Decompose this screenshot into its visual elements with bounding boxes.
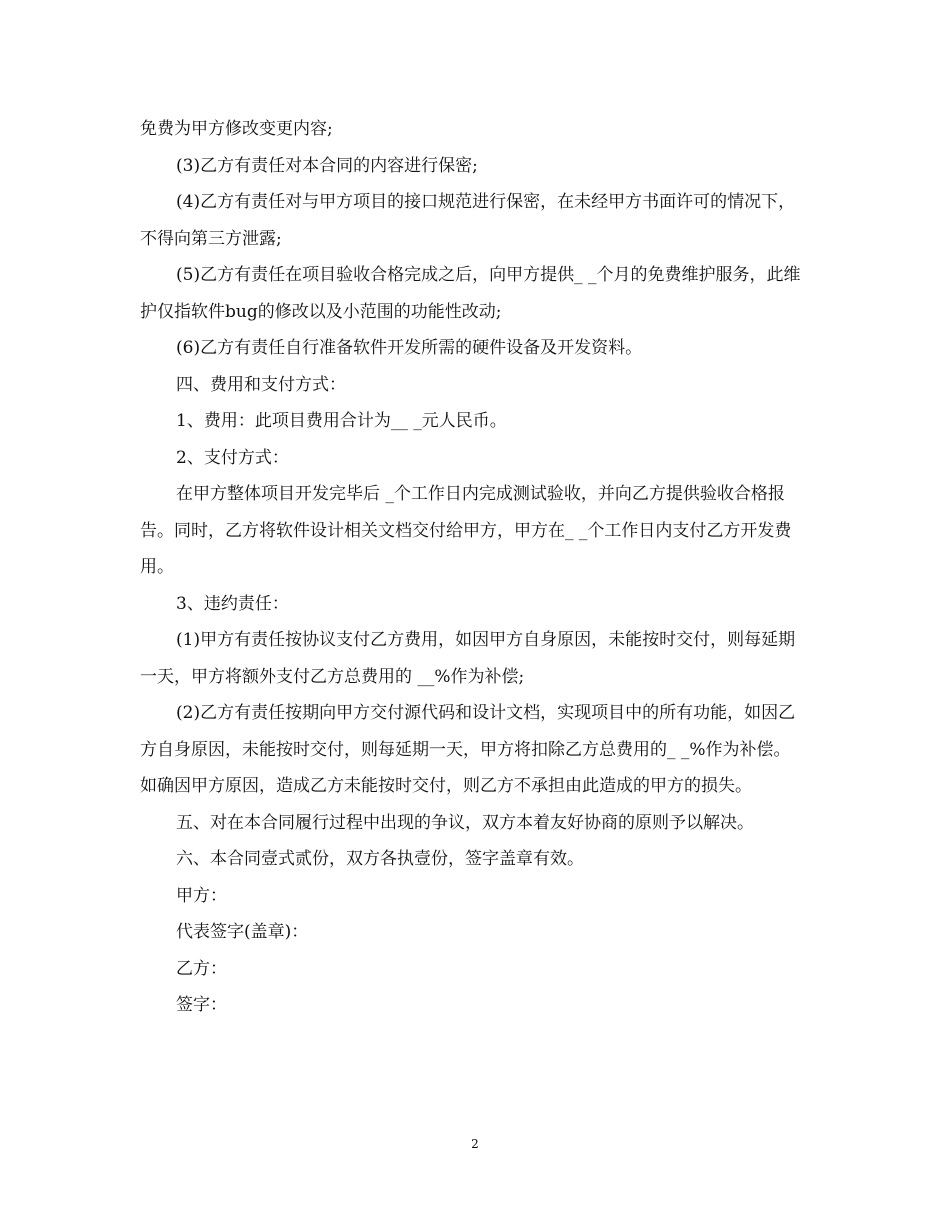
paragraph-payment-details: 在甲方整体项目开发完毕后 _个工作日内完成测试验收，并向乙方提供验收合格报告。同时，乙方将软件设计相关文档交付给甲方，甲方在_ _个工作日内支付乙方开发费用。 [140, 484, 792, 577]
paragraph-fees-total: 1、费用：此项目费用合计为__ _元人民币。 [176, 411, 507, 431]
heading-payment-method: 2、支付方式： [176, 447, 289, 468]
paragraph-clause-4-interface-confidentiality: (4)乙方有责任对与甲方项目的接口规范进行保密，在未经甲方书面许可的情况下，不得向第三方泄露; [140, 192, 796, 249]
paragraph-section-6-copies: 六、本合同壹式贰份，双方各执壹份，签字盖章有效。 [176, 849, 584, 869]
paragraph-breach-party-a: (1)甲方有责任按协议支付乙方费用，如因甲方自身原因，未能按时交付，则每延期一天，甲方将额外支付乙方总费用的 __%作为补偿; [140, 630, 796, 687]
signature-representative-label: 代表签字(盖章)： [176, 922, 309, 942]
paragraph-section-5-disputes: 五、对在本合同履行过程中出现的争议，双方本着友好协商的原则予以解决。 [176, 812, 754, 833]
heading-section-4-fees-payment: 四、费用和支付方式： [176, 374, 346, 395]
page-number: 2 [471, 1137, 479, 1151]
heading-breach-liability: 3、违约责任： [176, 593, 289, 614]
signature-party-b-label: 乙方： [176, 958, 227, 979]
signature-party-a-label: 甲方： [176, 885, 227, 906]
signature-sign-label: 签字： [176, 995, 227, 1015]
paragraph-free-modification: 免费为甲方修改变更内容; [140, 119, 333, 139]
document-body [140, 111, 812, 1024]
paragraph-clause-3-confidentiality: (3)乙方有责任对本合同的内容进行保密; [176, 155, 478, 176]
paragraph-clause-6-hardware: (6)乙方有责任自行准备软件开发所需的硬件设备及开发资料。 [176, 338, 643, 358]
paragraph-breach-party-b: (2)乙方有责任按期向甲方交付源代码和设计文档，实现项目中的所有功能，如因乙方自身原因，未能按时交付，则每延期一天，甲方将扣除乙方总费用的_ _%作为补偿。 如确因甲方原因，造成乙方未能按时交付，则乙方不承担由此造成的甲方的损失。 [140, 703, 796, 796]
paragraph-clause-5-maintenance: (5)乙方有责任在项目验收合格完成之后，向甲方提供_ _个月的免费维护服务，此维护仅指软件bug的修改以及小范围的功能性改动; [140, 265, 801, 322]
